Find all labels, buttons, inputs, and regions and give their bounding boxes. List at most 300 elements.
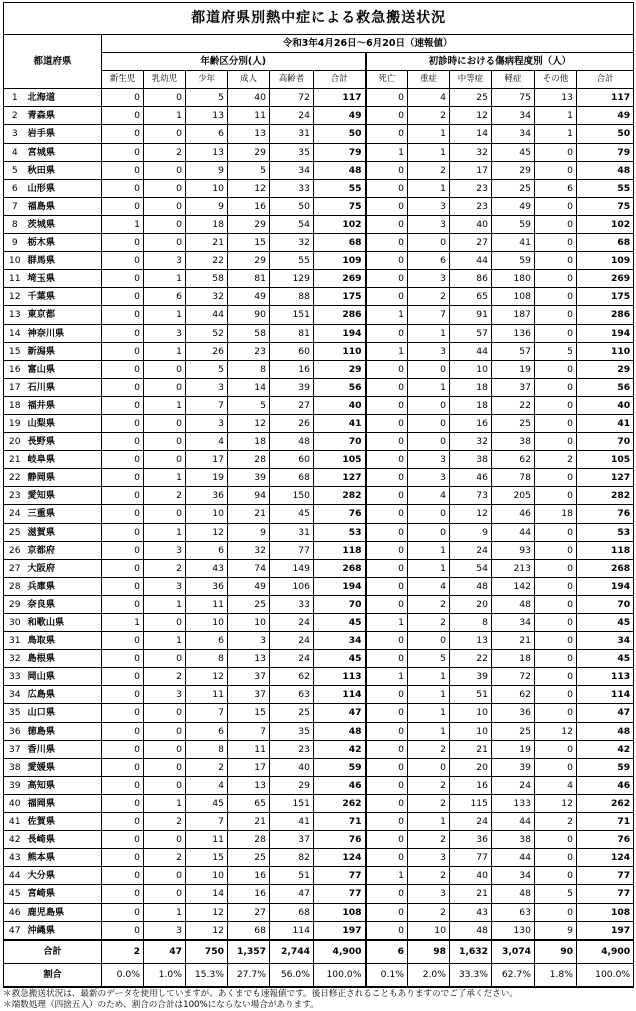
- severity-count-cell: 54: [450, 559, 492, 577]
- age-count-cell: 5: [228, 161, 270, 179]
- age-count-cell: 29: [228, 215, 270, 233]
- severity-count-cell: 205: [492, 487, 535, 505]
- age-count-cell: 41: [270, 813, 314, 831]
- severity-count-cell: 45: [492, 143, 535, 161]
- severity-count-cell: 91: [450, 306, 492, 324]
- age-count-cell: 0: [102, 903, 144, 921]
- age-count-cell: 8: [186, 740, 228, 758]
- table-row: [4, 740, 634, 758]
- severity-count-cell: 0: [535, 686, 577, 704]
- age-count-cell: 58: [228, 324, 270, 342]
- age-count-cell: 151: [270, 306, 314, 324]
- age-count-cell: 47: [270, 885, 314, 903]
- age-count-cell: 4: [186, 433, 228, 451]
- severity-count-cell: 13: [450, 632, 492, 650]
- severity-count-cell: 3: [408, 270, 450, 288]
- severity-count-cell: 2: [408, 161, 450, 179]
- severity-count-cell: 0: [408, 758, 450, 776]
- age-count-cell: 0: [144, 89, 186, 107]
- heatstroke-table: [3, 2, 634, 988]
- severity-count-cell: 62: [492, 451, 535, 469]
- age-count-cell: 0: [144, 505, 186, 523]
- age-count-cell: 4: [186, 776, 228, 794]
- severity-count-cell: 75: [492, 89, 535, 107]
- severity-count-cell: 21: [492, 632, 535, 650]
- table-row: [4, 89, 634, 107]
- severity-count-cell: 0: [408, 414, 450, 432]
- age-count-cell: 33: [270, 179, 314, 197]
- age-count-cell: 16: [228, 885, 270, 903]
- table-body: [4, 89, 634, 987]
- age-count-cell: 2: [144, 668, 186, 686]
- age-count-cell: 68: [228, 921, 270, 940]
- age-count-cell: 11: [186, 595, 228, 613]
- age-count-cell: 0: [102, 686, 144, 704]
- severity-count-cell: 44: [492, 813, 535, 831]
- age-count-cell: 0: [102, 885, 144, 903]
- age-count-cell: 18: [186, 215, 228, 233]
- table-row: [4, 161, 634, 179]
- age-count-cell: 1: [144, 595, 186, 613]
- prefecture-name: 茨城県: [26, 215, 102, 233]
- age-count-cell: 0: [102, 632, 144, 650]
- age-count-cell: 0: [144, 885, 186, 903]
- severity-count-cell: 1: [408, 668, 450, 686]
- prefecture-name: 三重県: [26, 505, 102, 523]
- severity-count-cell: 32: [450, 143, 492, 161]
- column-header: 合計: [577, 71, 634, 89]
- severity-count-cell: 1: [408, 143, 450, 161]
- row-number: 29: [4, 595, 26, 613]
- ratio-severity-cell: 0.1%: [366, 963, 408, 987]
- ratio-severity-cell: 1.8%: [535, 963, 577, 987]
- age-count-cell: 0: [102, 577, 144, 595]
- age-count-cell: 268: [314, 559, 366, 577]
- table-row: [4, 378, 634, 396]
- age-count-cell: 0: [102, 487, 144, 505]
- age-count-cell: 3: [144, 541, 186, 559]
- pref-header: 都道府県: [4, 35, 102, 89]
- severity-count-cell: 0: [366, 885, 408, 903]
- severity-count-cell: 34: [492, 107, 535, 125]
- age-count-cell: 49: [228, 288, 270, 306]
- severity-count-cell: 2: [408, 288, 450, 306]
- severity-count-cell: 12: [535, 722, 577, 740]
- row-number: 39: [4, 776, 26, 794]
- age-count-cell: 0: [102, 288, 144, 306]
- age-count-cell: 19: [186, 469, 228, 487]
- prefecture-name: 石川県: [26, 378, 102, 396]
- age-count-cell: 82: [270, 849, 314, 867]
- severity-count-cell: 46: [577, 776, 634, 794]
- table-row: [4, 179, 634, 197]
- age-count-cell: 39: [228, 469, 270, 487]
- row-number: 37: [4, 740, 26, 758]
- severity-count-cell: 8: [450, 614, 492, 632]
- age-count-cell: 16: [270, 360, 314, 378]
- prefecture-name: 埼玉県: [26, 270, 102, 288]
- table-row: [4, 252, 634, 270]
- severity-count-cell: 0: [535, 614, 577, 632]
- row-number: 43: [4, 849, 26, 867]
- prefecture-name: 群馬県: [26, 252, 102, 270]
- severity-count-cell: 127: [577, 469, 634, 487]
- severity-count-cell: 2: [535, 813, 577, 831]
- age-count-cell: 52: [186, 324, 228, 342]
- table-row: [4, 270, 634, 288]
- prefecture-name: 富山県: [26, 360, 102, 378]
- prefecture-name: 大分県: [26, 867, 102, 885]
- severity-count-cell: 0: [366, 831, 408, 849]
- table-row: [4, 451, 634, 469]
- severity-count-cell: 21: [450, 885, 492, 903]
- age-count-cell: 76: [314, 831, 366, 849]
- row-number: 32: [4, 650, 26, 668]
- row-number: 2: [4, 107, 26, 125]
- severity-count-cell: 59: [577, 758, 634, 776]
- severity-count-cell: 34: [577, 632, 634, 650]
- severity-count-cell: 1: [408, 813, 450, 831]
- age-count-cell: 12: [228, 179, 270, 197]
- age-count-cell: 2: [144, 143, 186, 161]
- severity-count-cell: 1: [535, 107, 577, 125]
- severity-count-cell: 5: [408, 650, 450, 668]
- severity-count-cell: 0: [366, 107, 408, 125]
- age-count-cell: 150: [270, 487, 314, 505]
- table-row: [4, 541, 634, 559]
- severity-count-cell: 68: [577, 234, 634, 252]
- age-count-cell: 11: [228, 107, 270, 125]
- prefecture-name: 岡山県: [26, 668, 102, 686]
- age-count-cell: 2: [144, 813, 186, 831]
- age-count-cell: 1: [102, 215, 144, 233]
- age-count-cell: 25: [270, 704, 314, 722]
- ratio-severity-cell: 2.0%: [408, 963, 450, 987]
- ratio-age-cell: 56.0%: [270, 963, 314, 987]
- age-count-cell: 45: [314, 614, 366, 632]
- severity-count-cell: 25: [450, 89, 492, 107]
- severity-count-cell: 0: [366, 161, 408, 179]
- age-count-cell: 1: [144, 396, 186, 414]
- severity-count-cell: 48: [577, 722, 634, 740]
- table-row: [4, 614, 634, 632]
- age-count-cell: 3: [186, 378, 228, 396]
- severity-count-cell: 0: [366, 288, 408, 306]
- age-count-cell: 54: [270, 215, 314, 233]
- severity-count-cell: 213: [492, 559, 535, 577]
- age-count-cell: 29: [314, 360, 366, 378]
- age-count-cell: 0: [102, 252, 144, 270]
- row-number: 30: [4, 614, 26, 632]
- row-number: 8: [4, 215, 26, 233]
- age-count-cell: 0: [102, 161, 144, 179]
- severity-count-cell: 0: [366, 559, 408, 577]
- age-count-cell: 79: [314, 143, 366, 161]
- severity-count-cell: 48: [492, 595, 535, 613]
- age-count-cell: 114: [314, 686, 366, 704]
- severity-count-cell: 12: [450, 505, 492, 523]
- age-count-cell: 1: [144, 342, 186, 360]
- age-count-cell: 32: [228, 541, 270, 559]
- age-count-cell: 23: [270, 740, 314, 758]
- severity-count-cell: 32: [450, 433, 492, 451]
- severity-count-cell: 1: [408, 378, 450, 396]
- table-row: [4, 306, 634, 324]
- age-count-cell: 47: [314, 704, 366, 722]
- severity-count-cell: 0: [535, 197, 577, 215]
- ratio-severity-cell: 33.3%: [450, 963, 492, 987]
- severity-count-cell: 19: [492, 740, 535, 758]
- row-number: 14: [4, 324, 26, 342]
- age-count-cell: 24: [270, 650, 314, 668]
- severity-count-cell: 115: [450, 794, 492, 812]
- severity-count-cell: 0: [366, 595, 408, 613]
- age-count-cell: 0: [102, 270, 144, 288]
- severity-count-cell: 0: [535, 306, 577, 324]
- age-count-cell: 81: [270, 324, 314, 342]
- severity-count-cell: 10: [408, 921, 450, 940]
- age-count-cell: 5: [186, 89, 228, 107]
- age-count-cell: 76: [314, 505, 366, 523]
- table-row: [4, 487, 634, 505]
- age-count-cell: 14: [228, 378, 270, 396]
- age-count-cell: 50: [314, 125, 366, 143]
- age-count-cell: 5: [186, 360, 228, 378]
- column-header: 少年: [186, 71, 228, 89]
- table-row: [4, 125, 634, 143]
- age-count-cell: 37: [270, 831, 314, 849]
- severity-count-cell: 50: [577, 125, 634, 143]
- prefecture-name: 山口県: [26, 704, 102, 722]
- severity-count-cell: 1: [408, 541, 450, 559]
- prefecture-name: 宮崎県: [26, 885, 102, 903]
- severity-count-cell: 79: [577, 143, 634, 161]
- table-row: [4, 794, 634, 812]
- severity-count-cell: 2: [408, 794, 450, 812]
- row-number: 41: [4, 813, 26, 831]
- prefecture-name: 山梨県: [26, 414, 102, 432]
- severity-count-cell: 13: [535, 89, 577, 107]
- table-row: [4, 704, 634, 722]
- age-count-cell: 114: [270, 921, 314, 940]
- prefecture-name: 福島県: [26, 197, 102, 215]
- age-count-cell: 26: [270, 414, 314, 432]
- severity-count-cell: 25: [492, 722, 535, 740]
- severity-count-cell: 0: [535, 288, 577, 306]
- severity-count-cell: 2: [408, 776, 450, 794]
- severity-count-cell: 0: [535, 668, 577, 686]
- row-number: 17: [4, 378, 26, 396]
- table-row: [4, 650, 634, 668]
- severity-count-cell: 0: [535, 577, 577, 595]
- age-count-cell: 0: [102, 197, 144, 215]
- severity-count-cell: 27: [450, 234, 492, 252]
- age-count-cell: 9: [228, 523, 270, 541]
- age-count-cell: 0: [102, 921, 144, 940]
- page-title: 都道府県別熱中症による救急搬送状況: [4, 3, 634, 35]
- age-count-cell: 1: [144, 523, 186, 541]
- severity-count-cell: 0: [366, 179, 408, 197]
- age-count-cell: 77: [314, 867, 366, 885]
- severity-count-cell: 0: [535, 360, 577, 378]
- severity-count-cell: 114: [577, 686, 634, 704]
- age-count-cell: 0: [102, 469, 144, 487]
- age-count-cell: 28: [228, 831, 270, 849]
- severity-count-cell: 18: [492, 650, 535, 668]
- row-number: 15: [4, 342, 26, 360]
- severity-count-cell: 0: [366, 541, 408, 559]
- severity-count-cell: 20: [450, 595, 492, 613]
- age-count-cell: 12: [186, 921, 228, 940]
- row-number: 46: [4, 903, 26, 921]
- severity-count-cell: 2: [408, 614, 450, 632]
- severity-count-cell: 0: [366, 360, 408, 378]
- total-label: 合計: [4, 940, 102, 964]
- severity-count-cell: 1: [366, 614, 408, 632]
- severity-count-cell: 40: [577, 396, 634, 414]
- severity-count-cell: 3: [408, 197, 450, 215]
- severity-count-cell: 0: [535, 632, 577, 650]
- severity-count-cell: 0: [535, 541, 577, 559]
- age-count-cell: 24: [270, 632, 314, 650]
- severity-count-cell: 0: [366, 650, 408, 668]
- prefecture-name: 岩手県: [26, 125, 102, 143]
- severity-count-cell: 133: [492, 794, 535, 812]
- severity-count-cell: 75: [577, 197, 634, 215]
- total-age-cell: 4,900: [314, 940, 366, 964]
- age-count-cell: 25: [228, 849, 270, 867]
- age-count-cell: 40: [314, 396, 366, 414]
- severity-count-cell: 0: [535, 252, 577, 270]
- age-count-cell: 129: [270, 270, 314, 288]
- age-count-cell: 106: [270, 577, 314, 595]
- age-count-cell: 27: [270, 396, 314, 414]
- prefecture-name: 鳥取県: [26, 632, 102, 650]
- age-count-cell: 59: [314, 758, 366, 776]
- severity-count-cell: 86: [450, 270, 492, 288]
- age-count-cell: 149: [270, 559, 314, 577]
- age-count-cell: 0: [102, 360, 144, 378]
- age-count-cell: 0: [102, 704, 144, 722]
- severity-count-cell: 0: [535, 143, 577, 161]
- age-count-cell: 0: [144, 704, 186, 722]
- age-count-cell: 35: [270, 143, 314, 161]
- severity-count-cell: 44: [492, 849, 535, 867]
- age-count-cell: 28: [228, 451, 270, 469]
- age-count-cell: 25: [228, 595, 270, 613]
- severity-count-cell: 0: [366, 577, 408, 595]
- severity-count-cell: 0: [535, 867, 577, 885]
- age-count-cell: 65: [228, 794, 270, 812]
- age-count-cell: 0: [144, 867, 186, 885]
- row-number: 12: [4, 288, 26, 306]
- table-row: [4, 776, 634, 794]
- severity-count-cell: 93: [492, 541, 535, 559]
- severity-count-cell: 1: [408, 722, 450, 740]
- age-count-cell: 0: [102, 505, 144, 523]
- age-count-cell: 109: [314, 252, 366, 270]
- age-count-cell: 7: [186, 813, 228, 831]
- severity-count-cell: 55: [577, 179, 634, 197]
- severity-count-cell: 70: [577, 433, 634, 451]
- age-count-cell: 3: [144, 324, 186, 342]
- severity-count-cell: 17: [450, 161, 492, 179]
- severity-count-cell: 1: [408, 686, 450, 704]
- age-count-cell: 2: [144, 849, 186, 867]
- table-row: [4, 107, 634, 125]
- total-severity-cell: 6: [366, 940, 408, 964]
- age-count-cell: 194: [314, 324, 366, 342]
- age-count-cell: 197: [314, 921, 366, 940]
- severity-count-cell: 36: [450, 831, 492, 849]
- age-count-cell: 0: [102, 776, 144, 794]
- age-count-cell: 7: [186, 704, 228, 722]
- severity-count-cell: 40: [450, 867, 492, 885]
- age-count-cell: 1: [144, 107, 186, 125]
- age-count-cell: 40: [228, 89, 270, 107]
- severity-count-cell: 22: [450, 650, 492, 668]
- age-count-cell: 55: [270, 252, 314, 270]
- footnote: ＊救急搬送状況は、最新のデータを使用していますが、あくまでも速報値です。後日修正されることもありますのでご了承ください。: [3, 988, 518, 999]
- age-count-cell: 3: [144, 252, 186, 270]
- severity-count-cell: 2: [408, 831, 450, 849]
- prefecture-name: 大阪府: [26, 559, 102, 577]
- age-count-cell: 0: [144, 378, 186, 396]
- severity-count-cell: 71: [577, 813, 634, 831]
- severity-count-cell: 5: [535, 885, 577, 903]
- severity-count-cell: 0: [535, 523, 577, 541]
- prefecture-name: 宮城県: [26, 143, 102, 161]
- severity-count-cell: 49: [577, 107, 634, 125]
- severity-count-cell: 3: [408, 849, 450, 867]
- age-count-cell: 90: [228, 306, 270, 324]
- age-count-cell: 16: [228, 197, 270, 215]
- age-count-cell: 0: [102, 396, 144, 414]
- severity-count-cell: 2: [535, 451, 577, 469]
- age-count-cell: 70: [314, 433, 366, 451]
- severity-count-cell: 6: [408, 252, 450, 270]
- table-row: [4, 885, 634, 903]
- prefecture-name: 佐賀県: [26, 813, 102, 831]
- age-count-cell: 45: [270, 505, 314, 523]
- age-count-cell: 12: [186, 668, 228, 686]
- severity-count-cell: 44: [450, 252, 492, 270]
- severity-count-cell: 0: [535, 396, 577, 414]
- age-count-cell: 10: [186, 867, 228, 885]
- severity-count-cell: 1: [535, 125, 577, 143]
- prefecture-name: 岐阜県: [26, 451, 102, 469]
- age-count-cell: 0: [102, 595, 144, 613]
- age-count-cell: 0: [144, 179, 186, 197]
- row-number: 34: [4, 686, 26, 704]
- age-count-cell: 0: [102, 378, 144, 396]
- age-count-cell: 0: [102, 849, 144, 867]
- age-count-cell: 124: [314, 849, 366, 867]
- severity-count-cell: 21: [450, 740, 492, 758]
- severity-count-cell: 0: [366, 632, 408, 650]
- row-number: 47: [4, 921, 26, 940]
- prefecture-name: 愛知県: [26, 487, 102, 505]
- age-count-cell: 17: [186, 451, 228, 469]
- age-count-cell: 68: [270, 469, 314, 487]
- prefecture-name: 兵庫県: [26, 577, 102, 595]
- age-count-cell: 113: [314, 668, 366, 686]
- severity-count-cell: 0: [366, 378, 408, 396]
- severity-count-cell: 43: [450, 903, 492, 921]
- row-number: 25: [4, 523, 26, 541]
- table-row: [4, 505, 634, 523]
- severity-count-cell: 118: [577, 541, 634, 559]
